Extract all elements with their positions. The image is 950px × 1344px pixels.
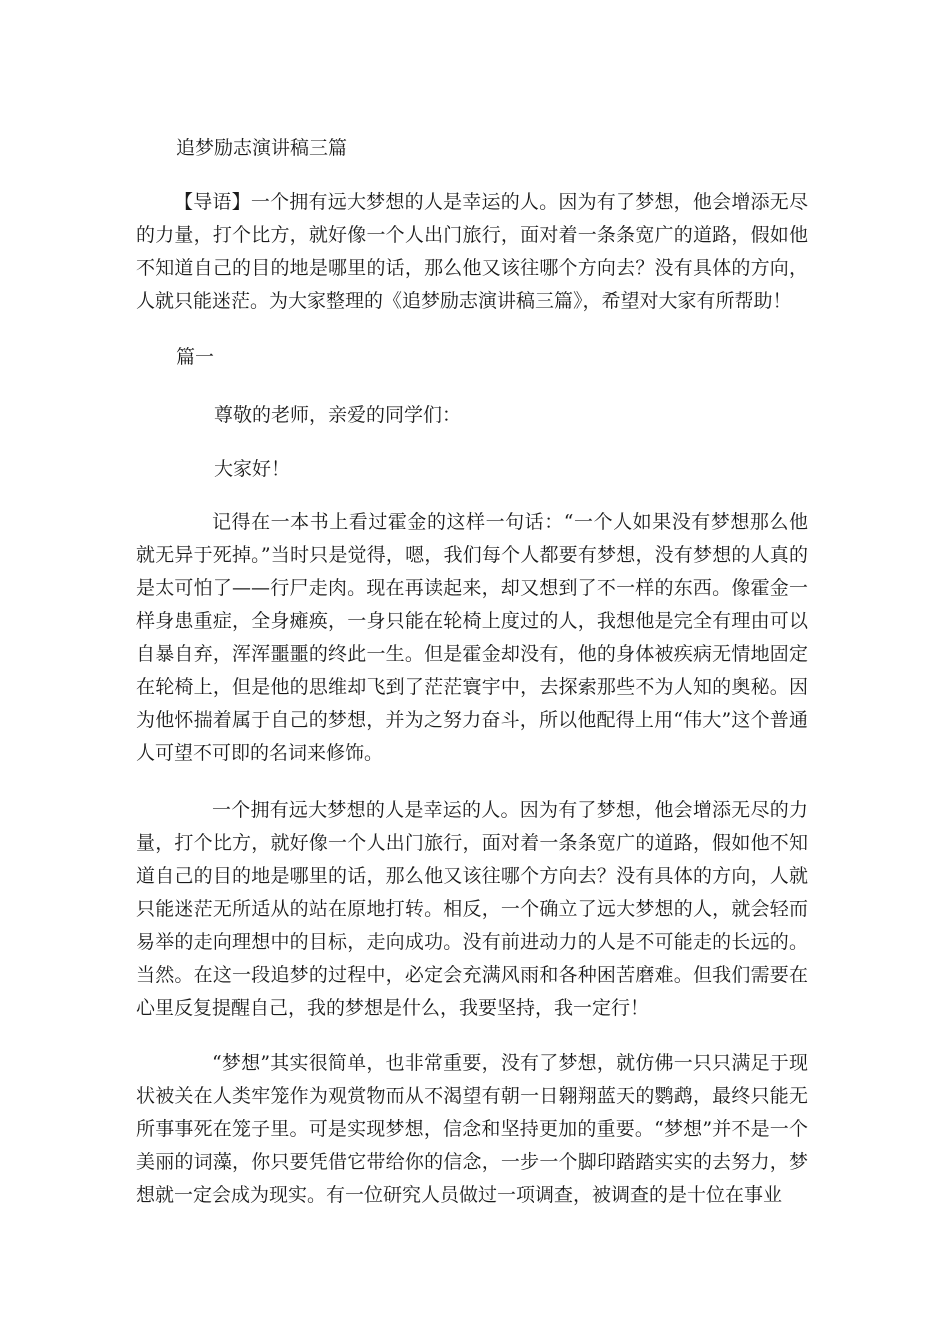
- body-paragraph-3: “梦想”其实很简单，也非常重要，没有了梦想，就仿佛一只只满足于现状被关在人类牢笼作为观赏物而从不渴望有朝一日翱翔蓝天的鹦鹉，最终只能无所事事死在笼子里。可是实现梦想，信念和坚持更加的重要。“梦想”并不是一个美丽的词藻，你只要凭借它带给你的信念，一步一个脚印踏踏实实的去努力，梦想就一定会成为现实。有一位研究人员做过一项调查，被调查的是十位在事业: [136, 1052, 808, 1206]
- body-paragraph-2: 一个拥有远大梦想的人是幸运的人。因为有了梦想，他会增添无尽的力量，打个比方，就好像一个人出门旅行，面对着一条条宽广的道路，假如他不知道自己的目的地是哪里的话，那么他又该往哪个方向去？没有具体的方向，人就只能迷茫无所适从的站在原地打转。相反，一个确立了远大梦想的人，就会轻而易举的走向理想中的目标，走向成功。没有前进动力的人是不可能走的长远的。当然。在这一段追梦的过程中，必定会充满风雨和各种困苦磨难。但我们需要在心里反复提醒自己，我的梦想是什么，我要坚持，我一定行！: [136, 799, 808, 1019]
- greeting: 大家好！: [214, 458, 291, 480]
- document-title: 追梦励志演讲稿三篇: [176, 137, 348, 159]
- salutation: 尊敬的老师，亲爱的同学们：: [214, 404, 462, 426]
- intro-paragraph: 【导语】一个拥有远大梦想的人是幸运的人。因为有了梦想，他会增添无尽的力量，打个比方，就好像一个人出门旅行，面对着一条条宽广的道路，假如他不知道自己的目的地是哪里的话，那么他又该往哪个方向去？没有具体的方向，人就只能迷茫。为大家整理的《追梦励志演讲稿三篇》，希望对大家有所帮助！: [136, 191, 808, 312]
- body-paragraph-1: 记得在一本书上看过霍金的这样一句话：“一个人如果没有梦想那么他就无异于死掉。”当时只是觉得，嗯，我们每个人都要有梦想，没有梦想的人真的是太可怕了——行尸走肉。现在再读起来，却又想到了不一样的东西。像霍金一样身患重症，全身瘫痪，一身只能在轮椅上度过的人，我想他是完全有理由可以自暴自弃，浑浑噩噩的终此一生。但是霍金却没有，他的身体被疾病无情地固定在轮椅上，但是他的思维却飞到了茫茫寰宇中，去探索那些不为人知的奥秘。因为他怀揣着属于自己的梦想，并为之努力奋斗，所以他配得上用“伟大”这个普通人可望不可即的名词来修饰。: [136, 511, 808, 764]
- section-heading: 篇一: [176, 346, 215, 368]
